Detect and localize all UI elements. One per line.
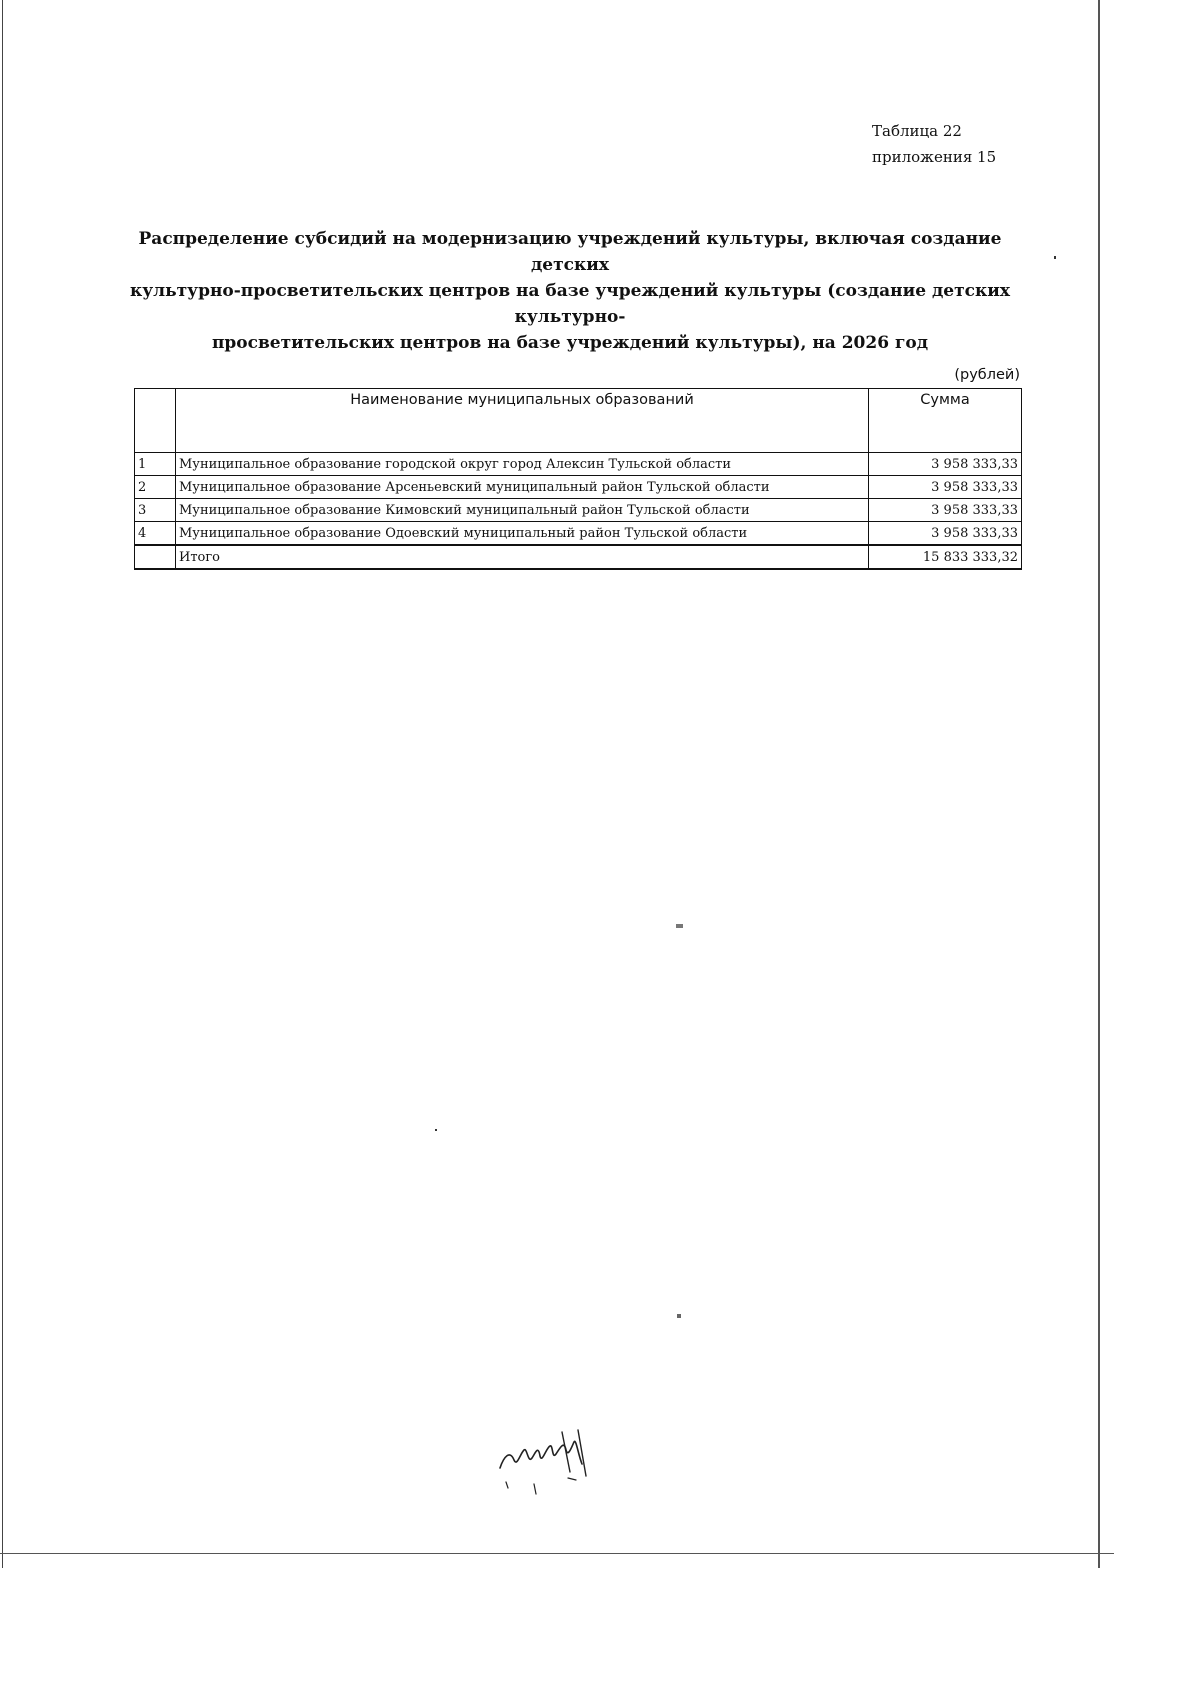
scan-speck	[1054, 256, 1056, 259]
header-sum: Сумма	[869, 389, 1022, 453]
currency-unit: (рублей)	[954, 367, 1020, 383]
row-municipality: Муниципальное образование городской округ город Алексин Тульской области	[176, 453, 869, 476]
row-municipality: Муниципальное образование Кимовский муниципальный район Тульской области	[176, 499, 869, 522]
row-number: 4	[135, 522, 176, 546]
row-sum: 3 958 333,33	[869, 522, 1022, 546]
annex-reference: приложения 15	[872, 148, 997, 166]
header-municipality: Наименование муниципальных образований	[176, 389, 869, 453]
title-line-3: просветительских центров на базе учреждений культуры), на 2026 год	[211, 333, 929, 353]
table-reference: Таблица 22	[872, 122, 962, 140]
row-number: 1	[135, 453, 176, 476]
total-label: Итого	[176, 545, 869, 569]
table-row	[135, 499, 1022, 522]
header-number	[135, 389, 176, 453]
title-line-2: культурно-просветительских центров на базе учреждений культуры (создание детских культурно-	[129, 281, 1011, 327]
row-number: 3	[135, 499, 176, 522]
appendix-reference	[872, 118, 996, 170]
table-row	[135, 453, 1022, 476]
document-title	[120, 226, 1020, 356]
row-number: 2	[135, 476, 176, 499]
scan-speck	[435, 1129, 437, 1131]
table-row	[135, 522, 1022, 546]
scan-border-bottom	[0, 1553, 1114, 1554]
handwritten-signature	[490, 1420, 600, 1500]
scan-speck	[676, 924, 683, 928]
table-row	[135, 476, 1022, 499]
total-sum: 15 833 333,32	[869, 545, 1022, 569]
row-sum: 3 958 333,33	[869, 499, 1022, 522]
subsidy-table	[134, 388, 1022, 570]
scan-speck	[677, 1314, 681, 1318]
row-sum: 3 958 333,33	[869, 476, 1022, 499]
row-municipality: Муниципальное образование Одоевский муниципальный район Тульской области	[176, 522, 869, 546]
row-sum: 3 958 333,33	[869, 453, 1022, 476]
scan-border-left	[2, 0, 3, 1568]
scan-border-right	[1098, 0, 1100, 1568]
title-line-1: Распределение субсидий на модернизацию учреждений культуры, включая создание детских	[138, 229, 1002, 275]
table-header-row	[135, 389, 1022, 453]
total-number	[135, 545, 176, 569]
total-row	[135, 545, 1022, 569]
row-municipality: Муниципальное образование Арсеньевский муниципальный район Тульской области	[176, 476, 869, 499]
